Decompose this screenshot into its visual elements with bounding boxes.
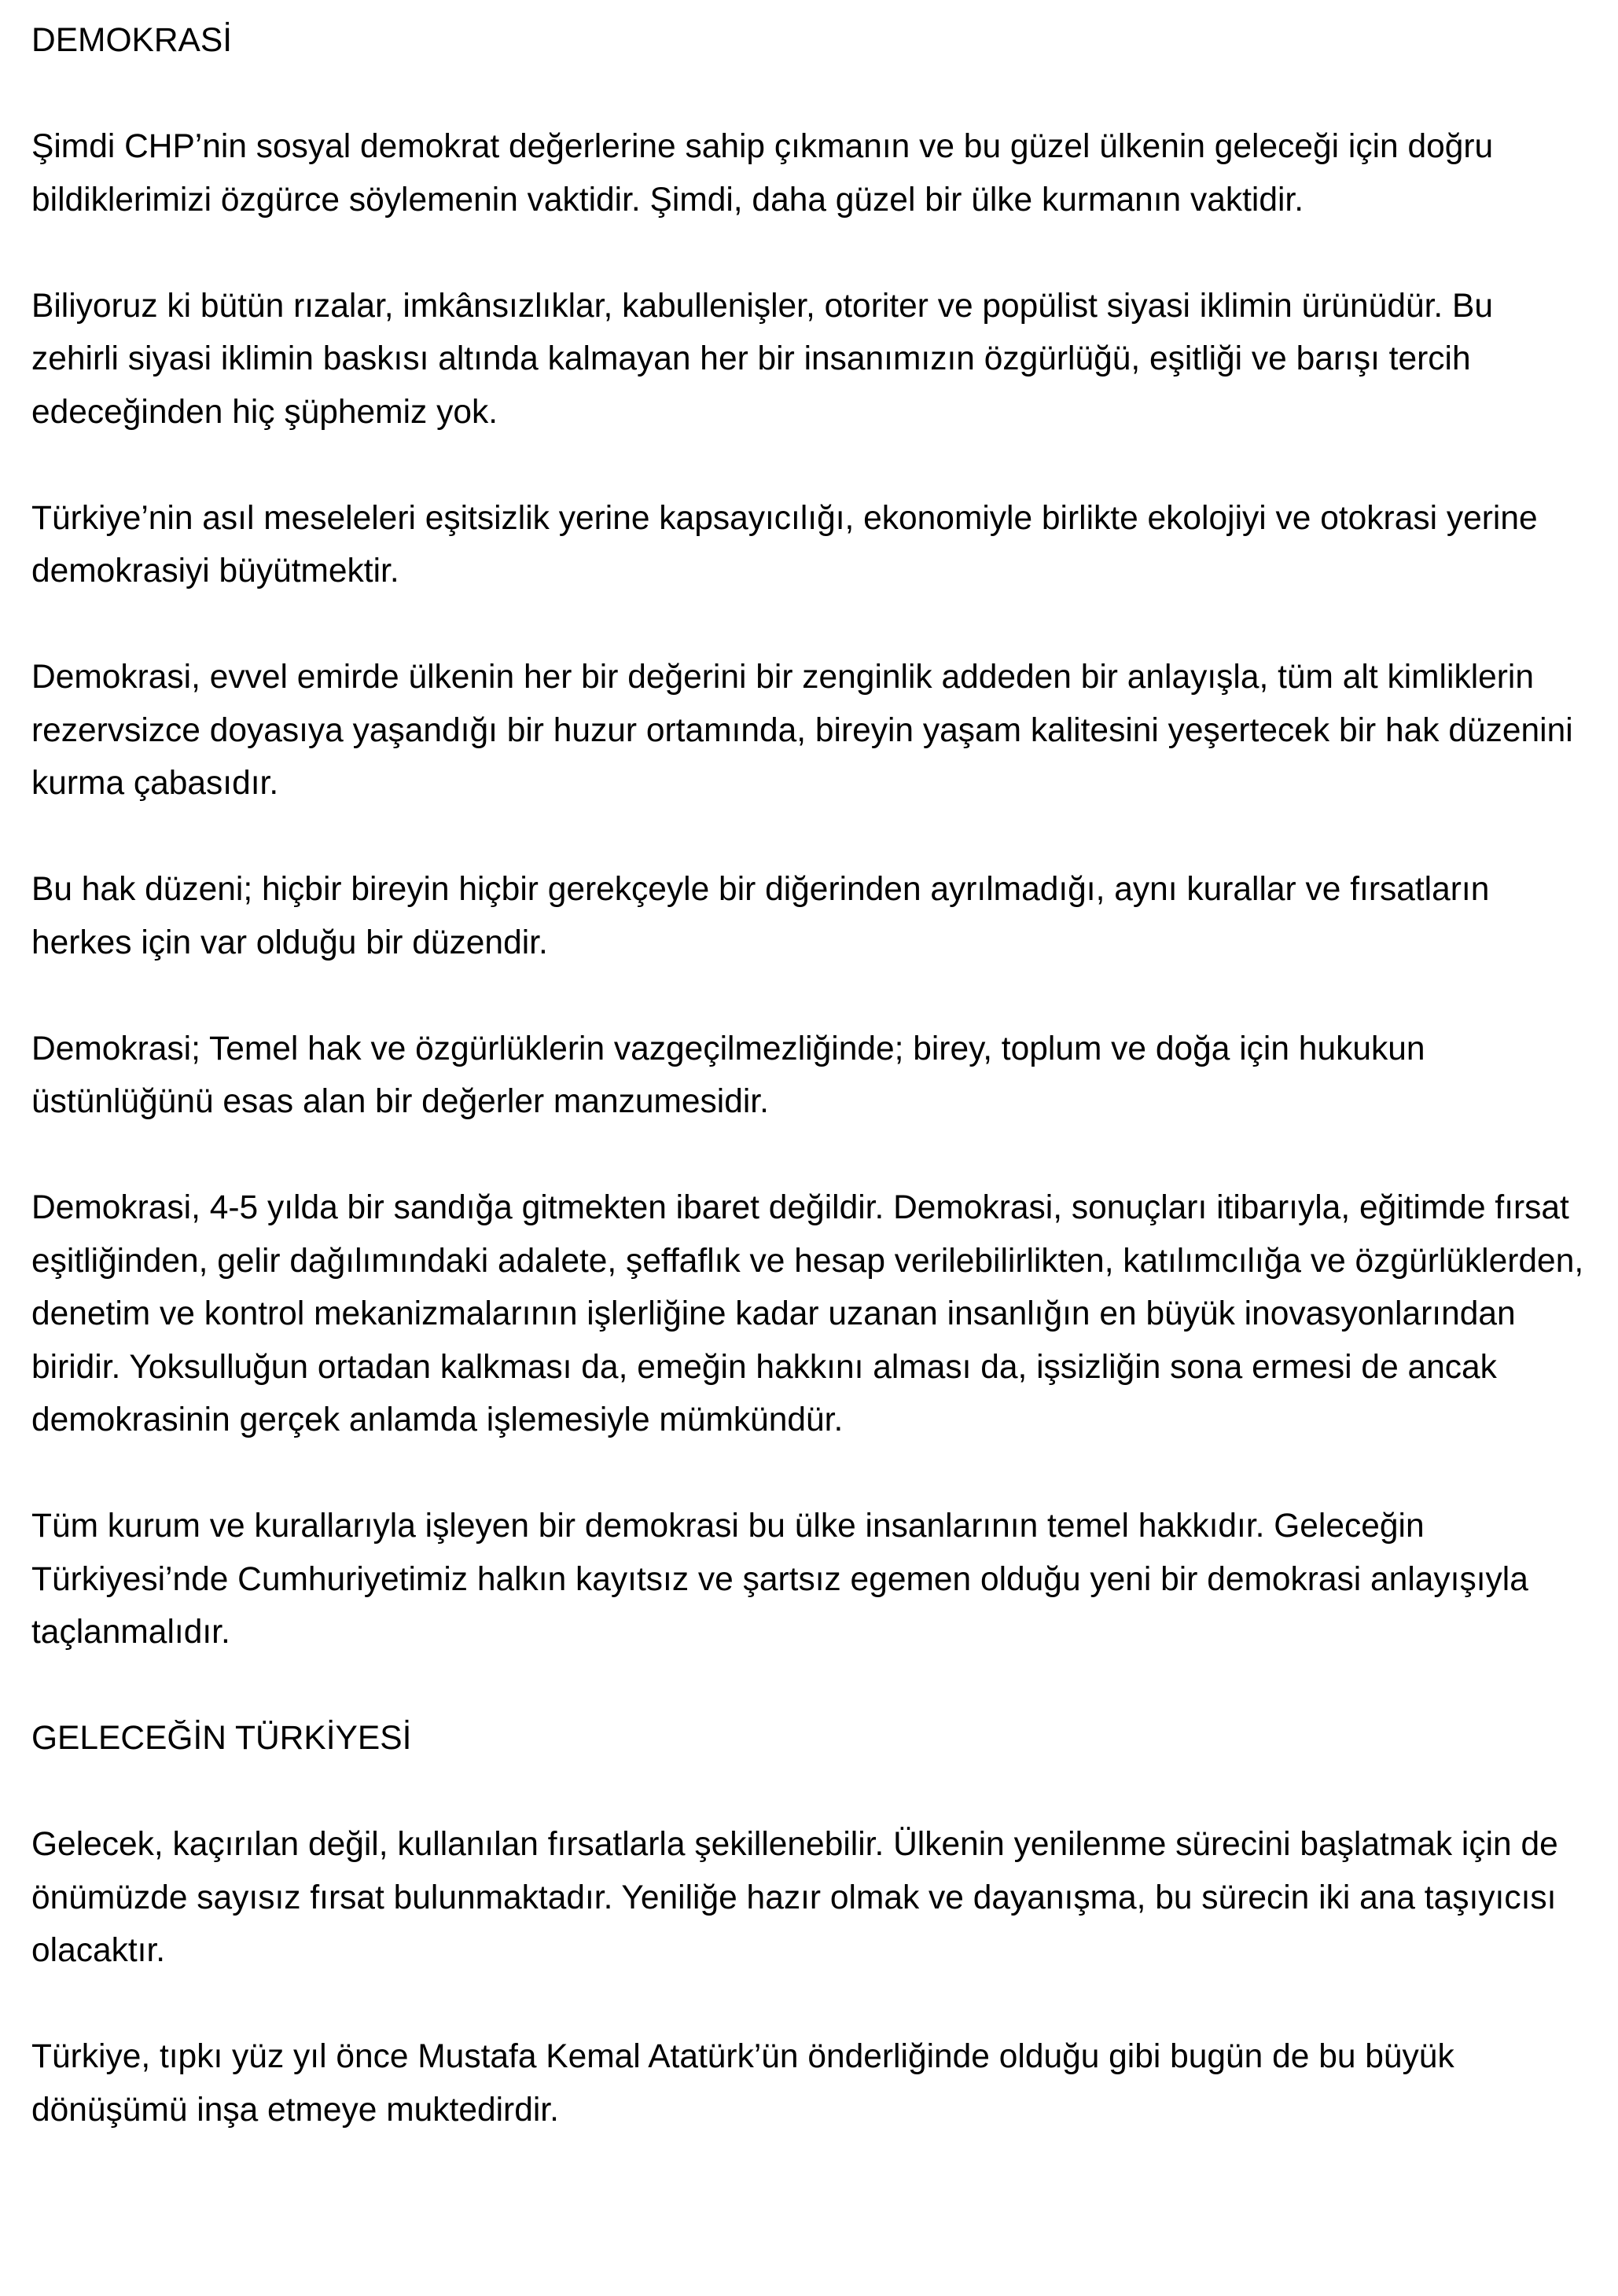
spacer: [31, 1765, 1588, 1819]
spacer: [31, 1129, 1588, 1182]
paragraph: Demokrasi, 4-5 yılda bir sandığa gitmekten ibaret değildir. Demokrasi, sonuçları itibarıyla, eğitimde fırsat eşitliğinden, gelir dağılımındaki adalete, şeffaflık ve hesap verilebilirlikten, katılımcılığa ve özgürlüklerden, denetim ve kontrol mekanizmalarının işlerliğine kadar uzanan insanlığın en büyük inovasyonlarından biridir. Yoksulluğun ortadan kalkması da, emeğin hakkını alması da, işsizliğin sona ermesi de ancak demokrasinin gerçek anlamda işlemesiyle mümkündür.: [31, 1189, 1584, 1438]
spacer: [31, 439, 1588, 492]
paragraph: Demokrasi, evvel emirde ülkenin her bir değerini bir zenginlik addeden bir anlayışla, tüm alt kimliklerin rezervsizce doyasıya yaşandığı bir huzur ortamında, bireyin yaşam kalitesini yeşertecek bir hak düzenini kurma çabasıdır.: [31, 659, 1573, 802]
spacer: [31, 1659, 1588, 1713]
spacer: [31, 1447, 1588, 1501]
paragraph: Türkiye’nin asıl meseleleri eşitsizlik yerine kapsayıcılığı, ekonomiyle birlikte ekolojiyi ve otokrasi yerine demokrasiyi büyütmektir.: [31, 499, 1538, 590]
section-heading-gelecegin-turkiyesi: GELECEĞİN TÜRKİYESİ: [31, 1720, 412, 1757]
paragraph: Türkiye, tıpkı yüz yıl önce Mustafa Kemal Atatürk’ün önderliğinde olduğu gibi bugün de bu büyük dönüşümü inşa etmeye muktedirdir.: [31, 2038, 1454, 2129]
spacer: [31, 810, 1588, 864]
spacer: [31, 68, 1588, 121]
paragraph: Tüm kurum ve kurallarıyla işleyen bir demokrasi bu ülke insanlarının temel hakkıdır. Geleceğin Türkiyesi’nde Cumhuriyetimiz halkın kayıtsız ve şartsız egemen olduğu yeni bir demokrasi anlayışıyla taçlanmalıdır.: [31, 1508, 1528, 1651]
spacer: [31, 1978, 1588, 2031]
spacer: [31, 598, 1588, 652]
paragraph: Biliyoruz ki bütün rızalar, imkânsızlıklar, kabullenişler, otoriter ve popülist siyasi iklimin ürünüdür. Bu zehirli siyasi iklimin baskısı altında kalmayan her bir insanımızın özgürlüğü, eşitliği ve barışı tercih edeceğinden hiç şüphemiz yok.: [31, 287, 1494, 431]
document-page: [31, 14, 1588, 2136]
paragraph: Demokrasi; Temel hak ve özgürlüklerin vazgeçilmezliğinde; birey, toplum ve doğa için hukukun üstünlüğünü esas alan bir değerler manzumesidir.: [31, 1030, 1425, 1120]
paragraph: Bu hak düzeni; hiçbir bireyin hiçbir gerekçeyle bir diğerinden ayrılmadığı, aynı kurallar ve fırsatların herkes için var olduğu bir düzendir.: [31, 871, 1490, 961]
paragraph: Gelecek, kaçırılan değil, kullanılan fırsatlarla şekillenebilir. Ülkenin yenilenme sürecini başlatmak için de önümüzde sayısız fırsat bulunmaktadır. Yeniliğe hazır olmak ve dayanışma, bu sürecin iki ana taşıyıcısı olacaktır.: [31, 1826, 1558, 1969]
spacer: [31, 969, 1588, 1023]
spacer: [31, 226, 1588, 280]
paragraph: Şimdi CHP’nin sosyal demokrat değerlerine sahip çıkmanın ve bu güzel ülkenin geleceği için doğru bildiklerimizi özgürce söylemenin vaktidir. Şimdi, daha güzel bir ülke kurmanın vaktidir.: [31, 128, 1494, 219]
section-heading-demokrasi: DEMOKRASİ: [31, 22, 233, 59]
